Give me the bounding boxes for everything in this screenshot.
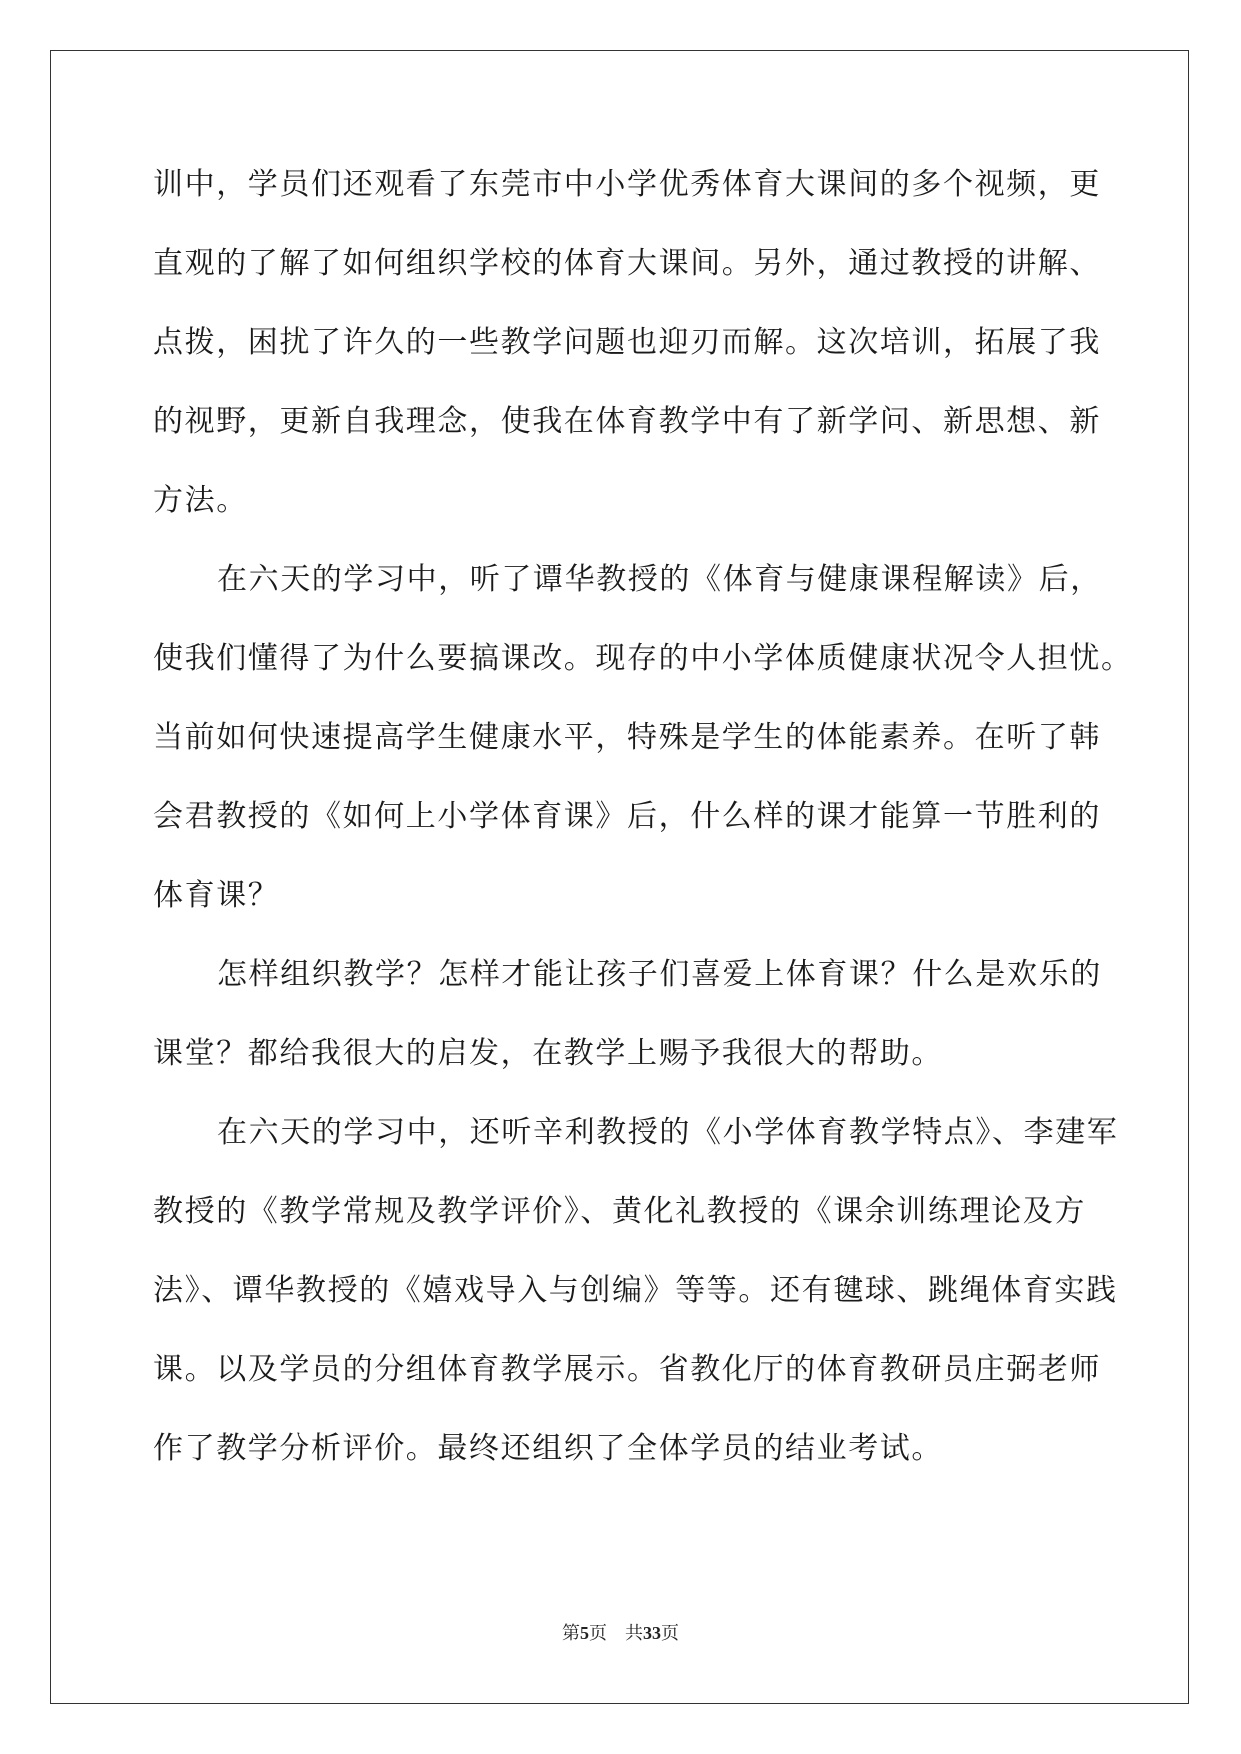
page-number: 5	[580, 1623, 589, 1643]
page-suffix: 页	[589, 1623, 607, 1644]
paragraph-first-line: 在六天的学习中，听了谭华教授的《体育与健康课程解读》后，	[217, 562, 1102, 597]
total-pages: 33	[643, 1623, 661, 1643]
text-line: 法》、谭华教授的《嬉戏导入与创编》等等。还有毽球、跳绳体育实践	[153, 1273, 1118, 1308]
paragraph-first-line: 在六天的学习中，还听辛利教授的《小学体育教学特点》、李建军	[217, 1115, 1119, 1150]
text-line: 课。以及学员的分组体育教学展示。省教化厅的体育教研员庄弼老师	[153, 1352, 1101, 1387]
text-line: 课堂？都给我很大的启发，在教学上赐予我很大的帮助。	[153, 1036, 943, 1071]
page-footer	[0, 1621, 1241, 1646]
text-line: 训中，学员们还观看了东莞市中小学优秀体育大课间的多个视频，更	[153, 167, 1101, 202]
text-line: 作了教学分析评价。最终还组织了全体学员的结业考试。	[153, 1431, 943, 1466]
paragraph-first-line: 怎样组织教学？怎样才能让孩子们喜爱上体育课？什么是欢乐的	[217, 957, 1102, 992]
text-line: 的视野，更新自我理念，使我在体育教学中有了新学问、新思想、新	[153, 404, 1101, 439]
text-line: 点拨，困扰了许久的一些教学问题也迎刃而解。这次培训，拓展了我	[153, 325, 1101, 360]
text-line: 使我们懂得了为什么要搞课改。现存的中小学体质健康状况令人担忧。	[153, 641, 1133, 676]
text-line: 体育课？	[153, 878, 280, 913]
total-prefix: 共	[625, 1623, 643, 1644]
text-line: 教授的《教学常规及教学评价》、黄化礼教授的《课余训练理论及方	[153, 1194, 1086, 1229]
total-suffix: 页	[661, 1623, 679, 1644]
text-line: 方法。	[153, 483, 248, 518]
text-line: 当前如何快速提高学生健康水平，特殊是学生的体能素养。在听了韩	[153, 720, 1101, 755]
page-prefix: 第	[562, 1623, 580, 1644]
text-line: 直观的了解了如何组织学校的体育大课间。另外，通过教授的讲解、	[153, 246, 1101, 281]
text-line: 会君教授的《如何上小学体育课》后，什么样的课才能算一节胜利的	[153, 799, 1101, 834]
document-body	[153, 162, 1133, 1505]
